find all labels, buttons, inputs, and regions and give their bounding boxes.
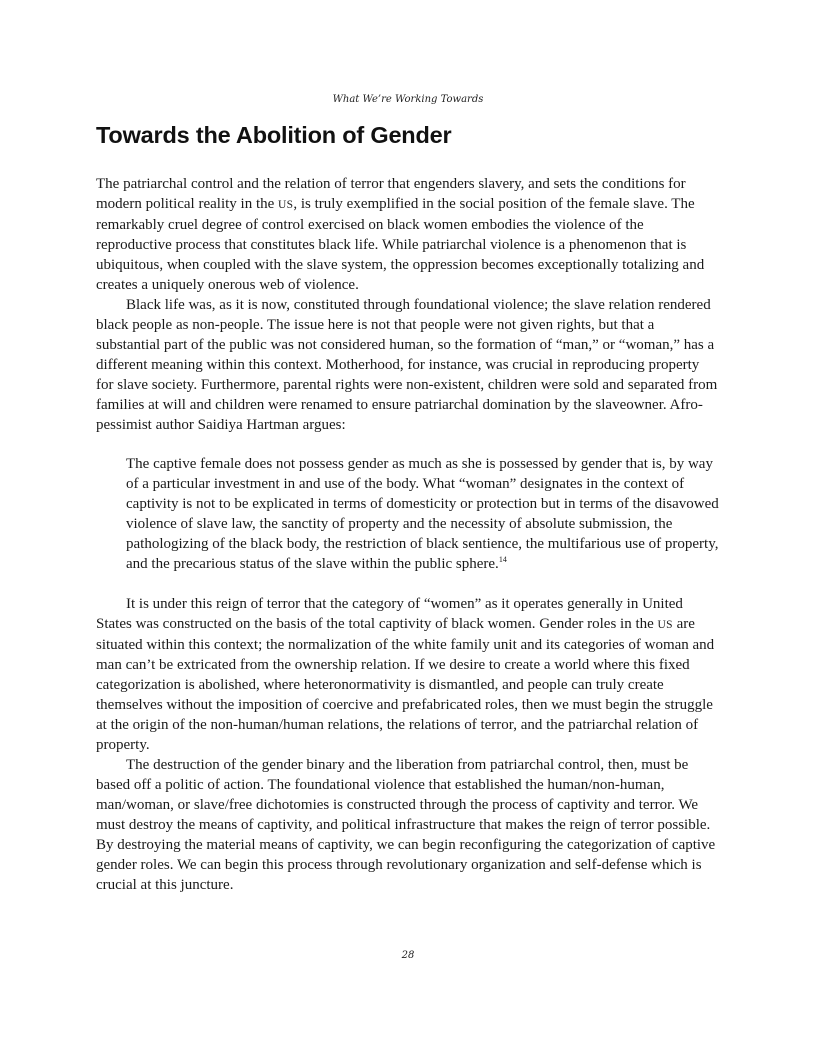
paragraph-4: The destruction of the gender binary and the liberation from patriarchal control, then, must be based off a politic of action. The foundational violence that established the human/non-human, man/woman, or slave/free dichotomies is constructed through the process of captivity and terror. We must destroy the means of captivity, and political infrastructure that makes the reign of terror possible. By destroying the material means of captivity, we can begin reconfiguring the categorization of captive gender roles. We can begin this process through revolutionary organization and self-defense which is crucial at this juncture. bbox=[96, 757, 716, 893]
page-number: 28 bbox=[401, 950, 415, 961]
body-section-1 bbox=[96, 174, 720, 435]
paragraph-3: It is under this reign of terror that the category of “women” as it operates generally in United States was constructed on the basis of the total captivity of black women. Gender roles in the US are situated within this context; the normalization of the white family unit and its categories of woman and man can’t be extricated from the ownership relation. If we desire to create a world where this fixed categorization is abolished, where heteronormativity is dismantled, and people can truly create themselves without the imposition of coercive and prefabricated roles, then we must begin the struggle at the origin of the non-human/human relations, the relations of terror, and the patriarchal relation of property. bbox=[96, 596, 715, 753]
quote-text: The captive female does not possess gender as much as she is possessed by gender that is, by way of a particular investment in and use of the body. What “woman” designates in the context of captivity is not to be explicated in terms of domesticity or protection but in terms of the disavowed violence of slave law, the sanctity of property and the necessity of absolute submission, the pathologizing of the black body, the restriction of black sentience, the multifarious use of property, and the precarious status of the slave within the public sphere.$^{14}$ bbox=[126, 456, 719, 572]
chapter-title: Towards the Abolition of Gender bbox=[96, 122, 452, 148]
footnote-marker: 14 bbox=[498, 555, 507, 564]
paragraph-1: The patriarchal control and the relation of terror that engenders slavery, and sets the conditions for modern political reality in the US, is truly exemplified in the social position of the female slave. The remarkably cruel degree of control exercised on black women embodies the violence of the reproductive process that constitutes black life. While patriarchal violence is a phenomenon that is ubiquitous, when coupled with the slave system, the oppression becomes exceptionally totalizing and creates a uniquely onerous web of violence. bbox=[96, 176, 705, 293]
us-smallcaps: US bbox=[657, 619, 673, 631]
body-section-2 bbox=[96, 594, 720, 895]
running-head: What We’re Working Towards bbox=[332, 94, 484, 105]
block-quote bbox=[126, 454, 720, 574]
paragraph-2: Black life was, as it is now, constituted through foundational violence; the slave relation rendered black people as non-people. The issue here is not that people were not given rights, but that a substantial part of the public was not considered human, so the formation of “man,” or “woman,” has a different meaning within this context. Motherhood, for instance, was crucial in reproducing property for slave society. Furthermore, parental rights were non-existent, children were sold and separated from families at will and children were renamed to ensure patriarchal domination by the slaveowner. Afro-pessimist author Saidiya Hartman argues: bbox=[96, 297, 718, 433]
us-smallcaps: US bbox=[278, 199, 294, 211]
